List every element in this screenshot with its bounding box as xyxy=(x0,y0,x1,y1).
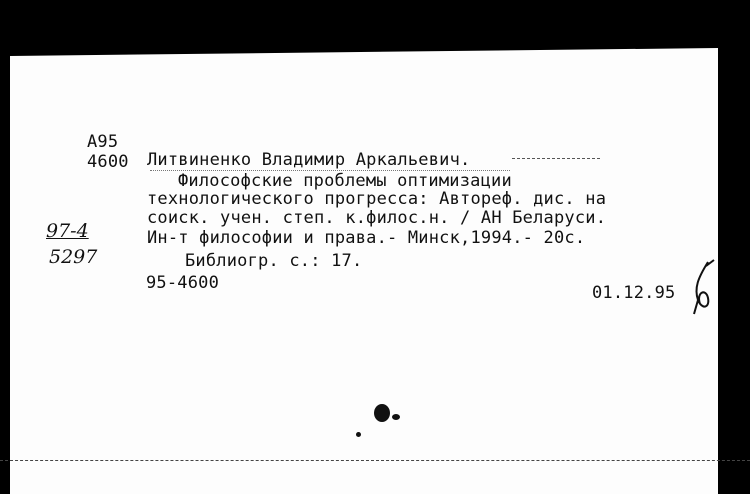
title-line-4: Ин-т философии и права.- Минск,1994.- 20с. xyxy=(147,228,586,248)
handwritten-code-top: 97-4 xyxy=(46,220,89,242)
signature-mark xyxy=(688,258,720,318)
shelf-code: 4600 xyxy=(87,152,129,172)
classification-code: А95 xyxy=(87,132,119,152)
handwritten-code-bottom: 5297 xyxy=(49,246,98,268)
ink-blot-small xyxy=(392,414,400,420)
title-line-2: технологического прогресса: Автореф. дис. на xyxy=(147,189,607,209)
title-line-3: соиск. учен. степ. к.филос.н. / АН Беларуси. xyxy=(147,208,607,228)
date-stamp: 01.12.95 xyxy=(592,283,676,303)
inventory-number: 95-4600 xyxy=(146,273,220,293)
author-underline xyxy=(512,158,600,159)
ink-speck xyxy=(356,432,361,437)
bibliography-line: Библиогр. с.: 17. xyxy=(185,251,363,271)
bottom-rule xyxy=(0,460,750,461)
ink-blot xyxy=(374,404,390,422)
card-paper xyxy=(10,48,718,494)
author-name: Литвиненко Владимир Аркальевич. xyxy=(147,150,471,170)
title-line-1: Философские проблемы оптимизации xyxy=(178,171,512,191)
